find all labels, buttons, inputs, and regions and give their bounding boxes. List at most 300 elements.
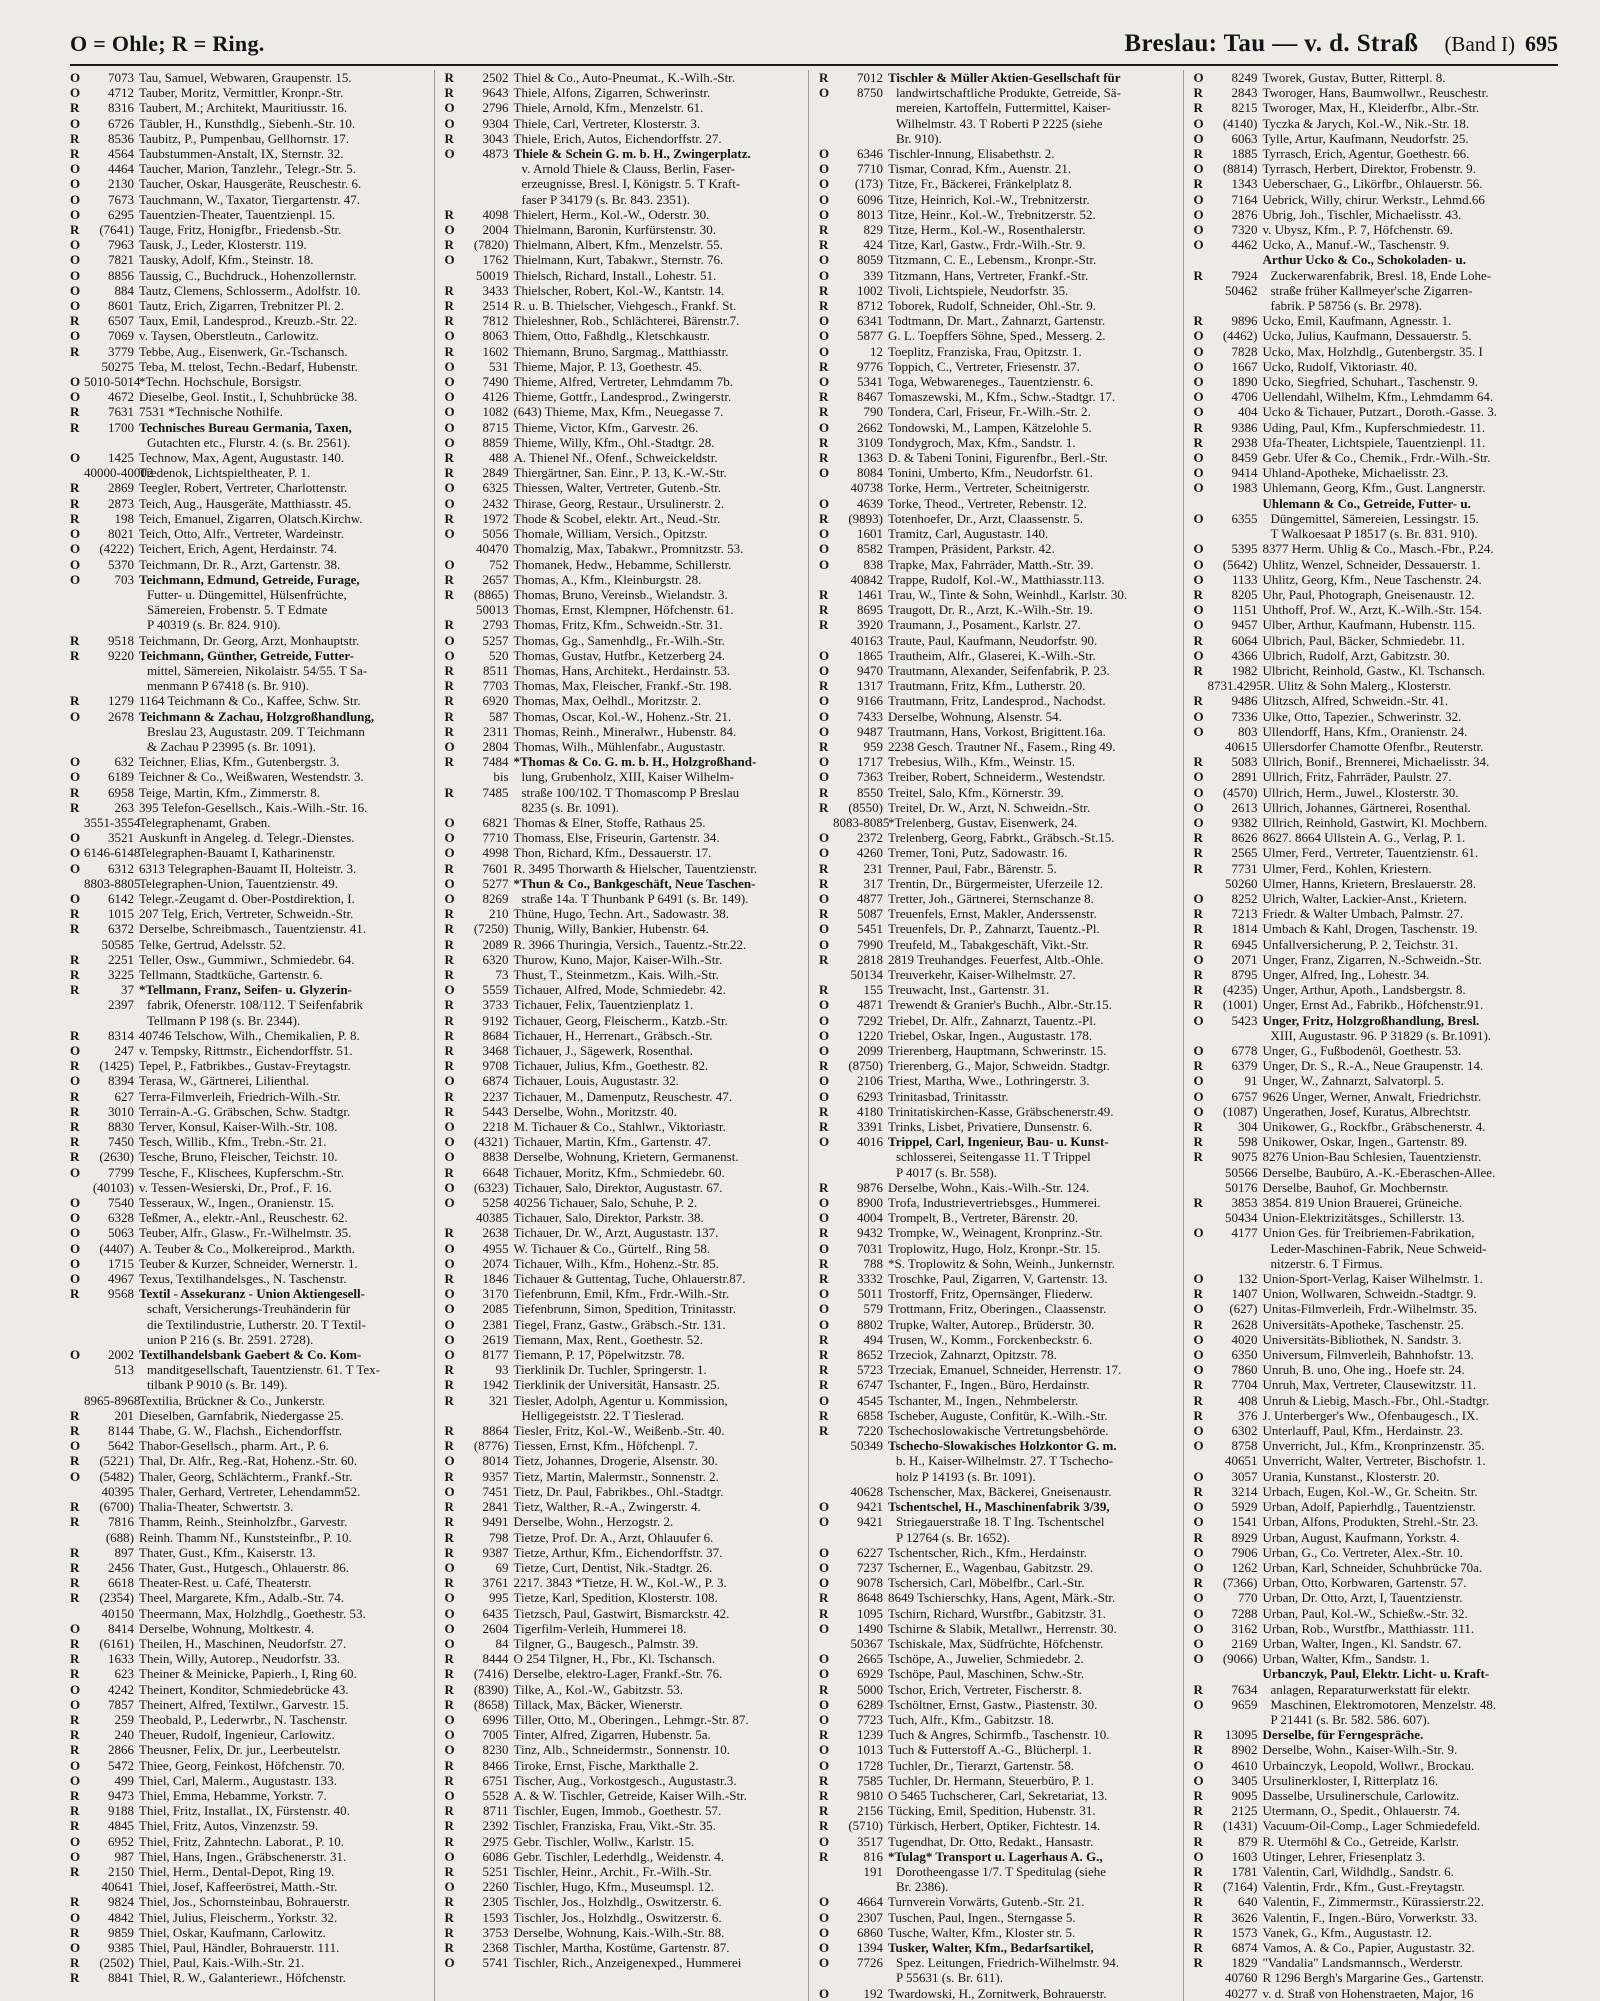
phone-number: 6302: [1231, 1423, 1258, 1439]
entry-text: Gebr. Tischler, Wollw., Karlstr. 15.: [513, 1833, 695, 1849]
phone-number: 9824: [108, 1894, 134, 1910]
entry-text: Unger, Dr. S., R.-A., Neue Graupenstr. 14.: [1262, 1058, 1484, 1074]
entry-text: Thabor-Gesellsch., pharm. Art., P. 6.: [139, 1438, 330, 1454]
entry-text: Tiegel, Franz, Gastw., Gräbsch.-Str. 131.: [513, 1316, 726, 1332]
exchange-marker: R: [444, 1088, 454, 1104]
directory-entry: [819, 1560, 1179, 1575]
entry-text: Tillack, Max, Bäcker, Wienerstr.: [513, 1696, 683, 1712]
exchange-marker: [70, 1606, 84, 1621]
directory-entry: [819, 830, 1179, 845]
exchange-marker: R: [1193, 1316, 1203, 1332]
phone-number: 424: [863, 237, 883, 253]
exchange-marker: R: [819, 450, 829, 466]
phone-number: 4004: [857, 1210, 883, 1226]
entry-text: Trofa, Industrievertriebsges., Hummerei.: [888, 1195, 1101, 1211]
exchange-marker: R: [819, 602, 829, 618]
exchange-marker: R: [444, 1803, 454, 1819]
exchange-marker: R: [1193, 313, 1203, 329]
entry-text: Vacuum-Oil-Comp., Lager Schmiedefeld.: [1262, 1818, 1481, 1834]
exchange-marker: O: [444, 1301, 455, 1317]
entry-text: Toga, Webwareneges., Tauentzienstr. 6.: [888, 374, 1094, 390]
exchange-marker: O: [1193, 1590, 1204, 1606]
entry-text: Totenhoefer, Dr., Arzt, Claassenstr. 5.: [888, 510, 1083, 526]
phone-number: 1781: [1231, 1863, 1258, 1879]
directory-entry: [819, 891, 1179, 906]
phone-number: 50275: [101, 358, 134, 374]
entry-text: Telke, Gertrud, Adelsstr. 52.: [139, 936, 286, 952]
exchange-marker: O: [819, 693, 830, 709]
phone-number: 2368: [482, 1939, 509, 1955]
directory-entry: [1194, 146, 1555, 161]
directory-entry: [819, 1241, 1179, 1256]
exchange-marker: R: [819, 1377, 829, 1393]
exchange-marker: [70, 1013, 84, 1028]
entry-continuation: [445, 891, 805, 906]
entry-text: Tschiskale, Max, Südfrüchte, Höfchenstr.: [888, 1635, 1104, 1651]
exchange-marker: R: [1193, 1195, 1203, 1211]
exchange-marker: R: [70, 1286, 80, 1302]
directory-entry: [1194, 465, 1555, 480]
entry-text: P 40319 (s. Br. 824. 910).: [147, 617, 281, 633]
directory-entry: [445, 1271, 805, 1286]
phone-number: 3853: [1231, 1195, 1258, 1211]
entry-text: Tiroke, Ernst, Fische, Markthalle 2.: [513, 1757, 699, 1773]
exchange-marker: R: [819, 784, 829, 800]
phone-number: [84, 724, 139, 739]
phone-number: 7490: [482, 374, 509, 390]
exchange-marker: O: [819, 1955, 830, 1971]
entry-text: Valentin, Frdr., Kfm., Gust.-Freytagstr.: [1262, 1879, 1465, 1895]
entry-text: Tichauer, Felix, Tauentzienplatz 1.: [513, 997, 694, 1013]
entry-text: Theiner & Meinicke, Papierh., I, Ring 60.: [139, 1666, 357, 1682]
exchange-marker: R: [444, 1438, 454, 1454]
exchange-marker: [1194, 298, 1208, 313]
exchange-marker: R: [444, 693, 454, 709]
phone-number: 4845: [108, 1818, 134, 1834]
entry-text: Triest, Martha, Wwe., Lothringerstr. 3.: [888, 1073, 1090, 1089]
exchange-marker: R: [444, 617, 454, 633]
directory-entry: [445, 1043, 805, 1058]
directory-entry: [70, 465, 430, 480]
directory-entry: [819, 572, 1179, 587]
directory-entry: [1194, 693, 1555, 708]
exchange-marker: [1194, 1712, 1208, 1727]
phone-number: 5395: [1231, 541, 1258, 557]
entry-continuation: [70, 617, 430, 632]
phone-number: 494: [863, 1331, 883, 1347]
entry-text: Derselbe, Baubüro, A.-K.-Eberaschen-Allee.: [1262, 1164, 1496, 1180]
entry-text: Thieme, Willy, Kfm., Ohl.-Stadtgr. 28.: [513, 434, 715, 450]
entry-text: Auskunft in Angeleg. d. Telegr.-Dienstes.: [139, 830, 355, 846]
entry-text: Theobald, P., Lederwrbr., N. Taschenstr.: [139, 1711, 348, 1727]
entry-text: Thielmann, Baronin, Kurfürstenstr. 30.: [513, 222, 717, 238]
phone-number: 8467: [857, 389, 883, 405]
phone-number: 6355: [1231, 510, 1258, 526]
exchange-marker: R: [444, 1696, 454, 1712]
entry-text: "Vandalia" Landsmannsch., Werderstr.: [1262, 1955, 1463, 1971]
phone-number: (1087): [1222, 1103, 1258, 1119]
directory-entry: [1194, 404, 1555, 419]
phone-number: 2657: [482, 571, 509, 587]
exchange-marker: O: [444, 647, 455, 663]
entry-text: Tschirn, Richard, Wurstfbr., Gabitzstr. 31.: [888, 1605, 1106, 1621]
phone-number: 6346: [857, 146, 883, 162]
phone-number: [84, 587, 139, 602]
exchange-marker: R: [1193, 176, 1203, 192]
entry-text: Thieme, Major, P. 13, Goethestr. 45.: [513, 358, 702, 374]
entry-text: Tilke, A., Kol.-W., Gabitzstr. 53.: [513, 1681, 683, 1697]
directory-entry: [445, 982, 805, 997]
entry-text: Ullrich, Reinhold, Gastwirt, Kl. Mochbern.: [1262, 814, 1488, 830]
exchange-marker: O: [70, 1772, 81, 1788]
exchange-marker: R: [819, 1787, 829, 1803]
directory-entry: [445, 496, 805, 511]
entry-continuation: [1194, 1256, 1555, 1271]
phone-number: 7012: [857, 70, 883, 85]
directory-entry: [445, 1925, 805, 1940]
entry-text: M. Tichauer & Co., Stahlwr., Viktoriastr.: [513, 1119, 726, 1135]
phone-number: [1208, 252, 1263, 267]
exchange-marker: O: [819, 1742, 830, 1758]
entry-continuation: [445, 1408, 805, 1423]
entry-text: R. 3495 Thorwarth & Hielscher, Tauentzienstr.: [513, 860, 758, 876]
phone-number: 9386: [1231, 419, 1258, 435]
phone-number: 5723: [857, 1362, 883, 1378]
exchange-marker: O: [444, 1119, 455, 1135]
exchange-marker: O: [819, 662, 830, 678]
exchange-marker: O: [819, 1894, 830, 1910]
entry-text: Ulbricht, Reinhold, Gastw., Kl. Tschansch.: [1262, 662, 1486, 678]
directory-entry: [445, 1514, 805, 1529]
phone-number: 7828: [1231, 343, 1258, 359]
directory-entry: [1194, 1986, 1555, 2001]
directory-entry: [1194, 1940, 1555, 1955]
exchange-marker: [445, 769, 459, 784]
directory-entry: [1194, 1484, 1555, 1499]
entry-text: Tichauer, Wilh., Kfm., Hohenz.-Str. 85.: [513, 1255, 719, 1271]
exchange-marker: O: [444, 434, 455, 450]
exchange-marker: R: [70, 1134, 80, 1150]
directory-entry: [819, 815, 1179, 830]
exchange-marker: R: [1193, 845, 1203, 861]
directory-entry: [819, 1834, 1179, 1849]
directory-entry: [70, 176, 430, 191]
entry-text: Uhlemann & Co., Getreide, Futter- u.: [1262, 495, 1471, 511]
entry-text: Thaler, Gerhard, Vertreter, Lehendamm52.: [139, 1483, 361, 1499]
entry-text: Spez. Leitungen, Friedrich-Wilhelmstr. 94.: [896, 1955, 1119, 1971]
exchange-marker: R: [819, 1605, 829, 1621]
entry-text: Teichner, Elias, Kfm., Gutenbergstr. 3.: [139, 754, 340, 770]
entry-text: Ullrich, Johannes, Gärtnerei, Rosenthal.: [1262, 799, 1471, 815]
entry-text: holz P 14193 (s. Br. 1091).: [896, 1468, 1036, 1484]
entry-text: Tichauer, Moritz, Kfm., Schmiedebr. 60.: [513, 1164, 725, 1180]
exchange-marker: R: [70, 1727, 80, 1743]
exchange-marker: O: [819, 252, 830, 268]
phone-number: 6778: [1231, 1043, 1258, 1058]
entry-text: Tebbe, Aug., Eisenwerk, Gr.-Tschansch.: [139, 343, 348, 359]
directory-entry: [445, 450, 805, 465]
directory-entry: [1194, 1530, 1555, 1545]
directory-entry: [70, 921, 430, 936]
phone-number: 9095: [1231, 1787, 1258, 1803]
directory-entry: [819, 298, 1179, 313]
phone-number: 8059: [857, 252, 883, 268]
phone-number: 5011: [857, 1286, 883, 1302]
exchange-marker: O: [819, 1073, 830, 1089]
phone-number: 703: [114, 571, 134, 587]
directory-entry: [1194, 70, 1555, 85]
directory-entry: [1194, 1195, 1555, 1210]
phone-number: 1279: [108, 693, 134, 709]
exchange-marker: R: [819, 510, 829, 526]
entry-text: Derselbe, Wohn., Kaiser-Wilh.-Str. 9.: [1262, 1742, 1458, 1758]
directory-entry: [819, 192, 1179, 207]
phone-number: 3733: [482, 997, 509, 1013]
directory-entry: [70, 1910, 430, 1925]
phone-number: 3626: [1231, 1909, 1258, 1925]
directory-entry: [819, 617, 1179, 632]
directory-entry: [70, 480, 430, 495]
entry-text: Traugott, Dr. R., Arzt, K.-Wilh.-Str. 19.: [888, 602, 1093, 618]
exchange-marker: R: [70, 1590, 80, 1606]
exchange-marker: [1194, 876, 1208, 891]
directory-entry: [1194, 1514, 1555, 1529]
phone-number: 5277: [482, 875, 509, 891]
directory-entry: [70, 252, 430, 267]
directory-entry: [819, 1986, 1179, 2001]
entry-text: Tischler, Franziska, Frau, Vikt.-Str. 35.: [513, 1818, 716, 1834]
column-1: [70, 70, 435, 2001]
entry-text: Thode & Scobel, elektr. Art., Neud.-Str.: [513, 510, 721, 526]
phone-number: 4098: [482, 206, 509, 222]
entry-text: Twardowski, H., Zornitwerk, Bohrauerstr.: [888, 1985, 1107, 2001]
directory-entry: [1194, 1636, 1555, 1651]
directory-entry: [1194, 328, 1555, 343]
phone-number: 803: [1238, 723, 1258, 739]
exchange-marker: O: [819, 1909, 830, 1925]
exchange-marker: [70, 739, 84, 754]
phone-number: 8695: [857, 602, 883, 618]
exchange-marker: R: [1193, 1879, 1203, 1895]
phone-number: 6860: [857, 1924, 883, 1940]
entry-text: Tausk, J., Leder, Klosterstr. 119.: [139, 237, 307, 253]
exchange-marker: R: [1193, 936, 1203, 952]
directory-entry: [1194, 1073, 1555, 1088]
phone-number: 12: [870, 343, 883, 359]
phone-number: 5000: [857, 1681, 883, 1697]
phone-number: 198: [114, 510, 134, 526]
exchange-marker: O: [819, 556, 830, 572]
phone-number: 9659: [1231, 1696, 1258, 1712]
phone-number: 50566: [1225, 1164, 1258, 1180]
directory-entry: [445, 845, 805, 860]
directory-entry: [70, 1104, 430, 1119]
phone-number: 8864: [482, 1423, 509, 1439]
phone-number: [1208, 1241, 1263, 1256]
directory-entry: [445, 313, 805, 328]
entry-text: Unger, Ernst Ad., Fabrikb., Höfchenstr.91.: [1262, 997, 1484, 1013]
directory-entry: [1194, 1013, 1555, 1028]
exchange-marker: O: [1193, 1635, 1204, 1651]
phone-number: 6341: [857, 313, 883, 329]
directory-entry: [1194, 161, 1555, 176]
entry-text: union P 216 (s. Br. 2591. 2728).: [147, 1331, 314, 1347]
entry-text: Leder-Maschinen-Fabrik, Neue Schweid-: [1270, 1240, 1487, 1256]
entry-text: D. & Tabeni Tonini, Figurenfbr., Berl.-Str.: [888, 450, 1108, 466]
exchange-marker: O: [1193, 799, 1204, 815]
phone-number: 7213: [1231, 906, 1258, 922]
entry-text: Urban, Karl, Schneider, Schuhbrücke 70a.: [1262, 1559, 1483, 1575]
directory-entry: [70, 237, 430, 252]
entry-continuation: [1194, 1682, 1555, 1697]
entry-text: Unruh, Max, Vertreter, Clausewitzstr. 11.: [1262, 1377, 1477, 1393]
exchange-marker: O: [444, 1134, 455, 1150]
entry-text: Thiel, Jos., Schornsteinbau, Bohrauerstr.: [139, 1894, 350, 1910]
entry-text: Tichauer, Salo, Direktor, Parkstr. 38.: [513, 1210, 704, 1226]
directory-entry: [819, 1225, 1179, 1240]
directory-entry: [1194, 1864, 1555, 1879]
exchange-marker: R: [70, 313, 80, 329]
phone-number: (7164): [1222, 1879, 1258, 1895]
phone-number: 40628: [850, 1483, 883, 1499]
exchange-marker: R: [1193, 997, 1203, 1013]
phone-number: (4462): [1222, 328, 1258, 344]
phone-number: 829: [863, 222, 883, 238]
exchange-marker: O: [70, 769, 81, 785]
entry-continuation: [1194, 283, 1555, 298]
entry-text: Toborek, Rudolf, Schneider, Ohl.-Str. 9.: [888, 298, 1096, 314]
exchange-marker: O: [819, 1833, 830, 1849]
directory-entry: [445, 100, 805, 115]
phone-number: 6958: [108, 784, 134, 800]
exchange-marker: R: [444, 906, 454, 922]
directory-entry: [70, 952, 430, 967]
phone-number: 37: [121, 982, 134, 998]
exchange-marker: R: [444, 343, 454, 359]
exchange-marker: R: [1193, 1575, 1203, 1591]
directory-entry: [819, 1013, 1179, 1028]
entry-text: Trelenberg, Georg, Fabrkt., Gräbsch.-St.15.: [888, 830, 1115, 846]
exchange-marker: O: [70, 298, 81, 314]
entry-text: Tschanter, M., Ingen., Nehmbelerstr.: [888, 1392, 1079, 1408]
exchange-marker: R: [70, 906, 80, 922]
directory-entry: [70, 1621, 430, 1636]
entry-text: Urania, Kunstanst., Klosterstr. 20.: [1262, 1468, 1440, 1484]
phone-number: 6618: [108, 1575, 134, 1591]
entry-text: Trierenberg, G., Major, Schweidn. Stadtgr.: [888, 1058, 1110, 1074]
exchange-marker: R: [444, 1514, 454, 1530]
entry-text: Ullersdorfer Chamotte Ofenfbr., Reuterstr.: [1262, 738, 1484, 754]
entry-text: Derselbe, elektro-Lager, Frankf.-Str. 76.: [513, 1666, 723, 1682]
entry-text: Treuenfels, Ernst, Makler, Anderssenstr.: [888, 906, 1097, 922]
phone-number: 201: [114, 1407, 134, 1423]
exchange-marker: R: [1193, 1894, 1203, 1910]
directory-entry: [445, 663, 805, 678]
phone-number: 3010: [108, 1103, 134, 1119]
exchange-marker: R: [444, 130, 454, 146]
exchange-marker: O: [70, 374, 81, 390]
entry-text: Thiessen, Walter, Vertreter, Gutenb.-Str.: [513, 480, 722, 496]
phone-number: 7924: [1231, 267, 1258, 283]
phone-number: 2818: [857, 951, 883, 967]
exchange-marker: R: [70, 1818, 80, 1834]
phone-number: 6189: [108, 769, 134, 785]
phone-number: (688): [105, 1529, 134, 1545]
directory-entry: [70, 937, 430, 952]
directory-entry: [1194, 1210, 1555, 1225]
entry-text: Tischler-Innung, Elisabethstr. 2.: [888, 146, 1055, 162]
entry-text: Uhlemann, Georg, Kfm., Gust. Langnerstr.: [1262, 480, 1486, 496]
entry-text: Thabe, G. W., Flachsh., Eichendorffstr.: [139, 1423, 343, 1439]
directory-entry: [70, 1712, 430, 1727]
directory-entry: [1194, 420, 1555, 435]
exchange-marker: R: [819, 1255, 829, 1271]
entry-text: Ulbrich, Paul, Bäcker, Schmiedebr. 11.: [1262, 632, 1465, 648]
directory-entry: [70, 1271, 430, 1286]
phone-number: 8063: [482, 328, 509, 344]
phone-number: 2665: [857, 1651, 883, 1667]
exchange-marker: R: [70, 1149, 80, 1165]
phone-number: (8776): [473, 1438, 509, 1454]
entry-text: Urbach, Eugen, Kol.-W., Gr. Scheitn. Str.: [1262, 1483, 1478, 1499]
exchange-marker: O: [819, 419, 830, 435]
entry-text: Terver, Konsul, Kaiser-Wilh.-Str. 108.: [139, 1119, 338, 1135]
entry-continuation: [819, 100, 1179, 115]
directory-entry: [1194, 1393, 1555, 1408]
phone-number: 73: [495, 966, 509, 982]
entry-text: *Trelenberg, Gustav, Eisenwerk, 24.: [888, 814, 1078, 830]
phone-number: 4877: [857, 890, 883, 906]
directory-entry: [819, 359, 1179, 374]
directory-entry: [819, 997, 1179, 1012]
exchange-marker: R: [444, 1362, 454, 1378]
directory-entry: [819, 982, 1179, 997]
entry-text: Ulrich, Walter, Lackier-Anst., Krietern.: [1262, 890, 1467, 906]
phone-number: 3214: [1231, 1483, 1258, 1499]
phone-number: 2004: [482, 222, 509, 238]
directory-entry: [819, 921, 1179, 936]
directory-entry: [445, 709, 805, 724]
directory-entry: [70, 313, 430, 328]
entry-text: Trappe, Rudolf, Kol.-W., Matthiasstr.113.: [888, 571, 1105, 587]
exchange-marker: R: [1193, 1803, 1203, 1819]
directory-entry: [819, 435, 1179, 450]
exchange-marker: O: [819, 1043, 830, 1058]
directory-entry: [1194, 876, 1555, 891]
entry-text: Uhlitz, Wenzel, Schneider, Dessauerstr. 1.: [1262, 556, 1481, 572]
exchange-marker: R: [444, 1544, 454, 1560]
exchange-marker: [1194, 1180, 1208, 1195]
entry-text: Trautmann, Fritz, Landesprod., Nachodst.: [888, 693, 1106, 709]
phone-number: 3753: [482, 1924, 509, 1940]
exchange-marker: O: [70, 1240, 81, 1256]
exchange-marker: O: [1193, 1514, 1204, 1530]
directory-entry: [1194, 967, 1555, 982]
phone-number: 8648: [857, 1590, 883, 1606]
entry-text: Treiber, Robert, Schneiderm., Westendstr.: [888, 769, 1106, 785]
entry-text: Trapke, Max, Fahrräder, Matth.-Str. 39.: [888, 556, 1094, 572]
entry-text: Thiele, Carl, Vertreter, Klosterstr. 3.: [513, 115, 701, 131]
directory-entry: [445, 359, 805, 374]
entry-continuation: [70, 1301, 430, 1316]
directory-entry: [1194, 1590, 1555, 1605]
exchange-marker: O: [819, 146, 830, 162]
exchange-marker: R: [70, 1407, 80, 1423]
entry-text: Tivoli, Lichtspiele, Neudorfstr. 35.: [888, 282, 1069, 298]
directory-entry: [445, 1818, 805, 1833]
phone-number: [459, 800, 514, 815]
phone-number: 2307: [857, 1909, 883, 1925]
